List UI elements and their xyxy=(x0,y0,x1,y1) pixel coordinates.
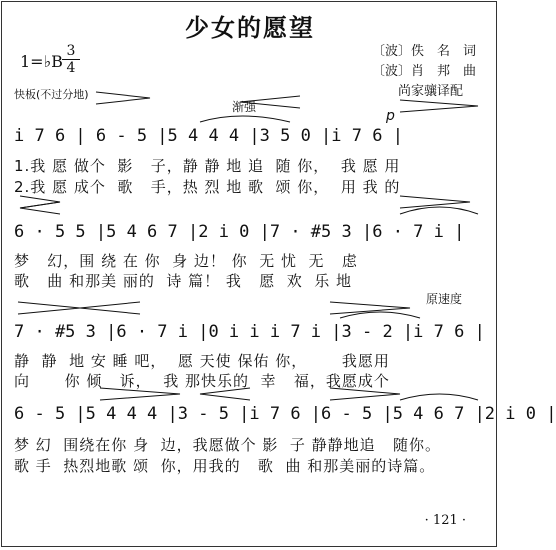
lyric-row-3-verse-1: 静 静 地 安 睡 吧， 愿 天使 保佑 你， 我愿用 xyxy=(14,352,390,370)
decrescendo-hairpin xyxy=(330,388,400,400)
crescendo-hairpin xyxy=(100,388,180,400)
slur xyxy=(200,116,290,122)
lyricist-credit: 〔波〕佚 名 词 xyxy=(372,44,477,59)
decrescendo-hairpin xyxy=(80,302,140,314)
piano-mark: p xyxy=(386,108,395,124)
crescendo-mark: 渐强 xyxy=(232,100,257,114)
slur xyxy=(400,394,478,400)
crescendo-hairpin xyxy=(96,92,150,104)
slur xyxy=(400,207,478,214)
notation-row-3: 7 · #5 3 |6 · 7 i |0 i i i 7 i |3 - 2 |i 7 6 | xyxy=(14,322,485,342)
notation-row-2: 6 · 5 5 |5 4 6 7 |2 i 0 |7 · #5 3 |6 · 7 i | xyxy=(14,222,465,242)
composer-credit: 〔波〕肖 邦 曲 xyxy=(372,64,477,79)
crescendo-hairpin xyxy=(400,196,470,208)
crescendo-hairpin xyxy=(20,196,60,208)
a-tempo-mark: 原速度 xyxy=(426,292,463,306)
lyric-row-4-verse-1: 梦 幻 围绕在你 身 边，我愿做个 影 子 静静地追 随你。 xyxy=(14,436,441,454)
slur xyxy=(340,312,420,318)
lyric-row-3-verse-2: 向 你 倾 诉， 我 那快乐的 幸 福，我愿成个 xyxy=(14,372,390,390)
arranger-credit: 尚家骧译配 xyxy=(398,84,464,99)
page-number: · 121 · xyxy=(424,513,466,528)
lyric-row-4-verse-2: 歌 手 热烈地歌 颂 你，用我的 歌 曲 和那美丽的诗篇。 xyxy=(14,457,436,475)
meter-bottom: 4 xyxy=(66,60,76,76)
lyric-row-1-verse-1: 1.我 愿 做个 影 子，静 静 地 追 随 你， 我 愿 用 xyxy=(14,157,401,175)
decrescendo-hairpin xyxy=(240,96,300,108)
song-title: 少女的愿望 xyxy=(185,14,315,42)
notation-row-1: i 7 6 | 6 - 5 |5 4 4 4 |3 5 0 |i 7 6 | xyxy=(14,126,403,146)
notation-row-4: 6 - 5 |5 4 4 4 |3 - 5 |i 7 6 |6 - 5 |5 4 6 7 |2 i 0 | xyxy=(14,404,556,424)
decrescendo-hairpin xyxy=(20,202,60,214)
lyric-row-2-verse-1: 梦 幻，围 绕 在 你 身 边！ 你 无 忧 无 虑 xyxy=(14,252,358,270)
lyric-row-2-verse-2: 歌 曲 和那美 丽的 诗 篇！ 我 愿 欢 乐 地 xyxy=(14,272,353,290)
lyric-row-1-verse-2: 2.我 愿 成个 歌 手，热 烈 地 歌 颂 你， 用 我 的 xyxy=(14,178,401,196)
meter-top: 3 xyxy=(66,43,76,59)
key-signature: 1=♭B xyxy=(20,52,63,71)
tempo-marking: 快板(不过分地) xyxy=(14,88,89,101)
decrescendo-hairpin xyxy=(200,388,250,400)
decrescendo-hairpin xyxy=(400,100,478,112)
crescendo-hairpin xyxy=(18,302,80,314)
